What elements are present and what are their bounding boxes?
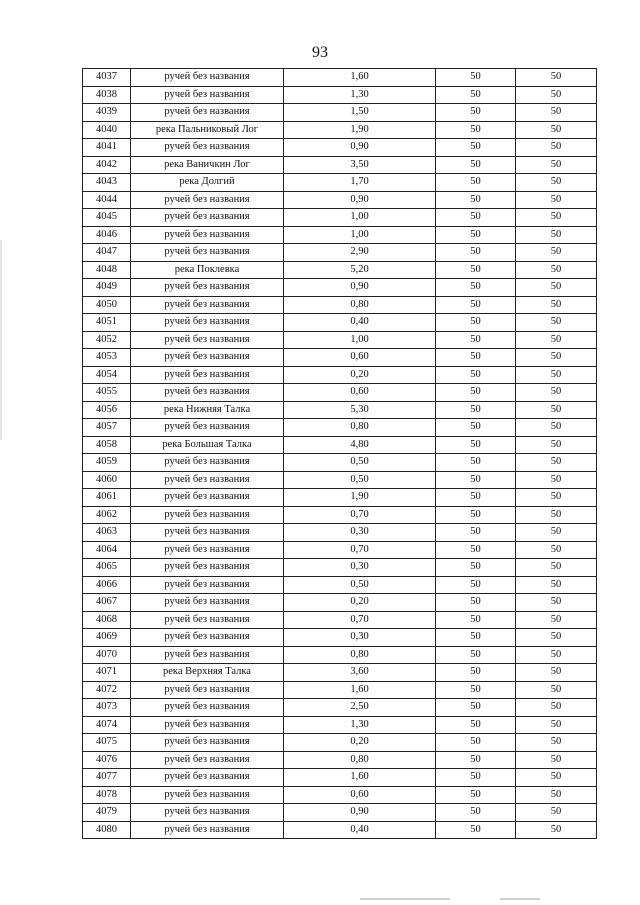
scan-edge-shadow [0,240,2,440]
zone-width-cell-2: 50 [516,576,597,594]
water-body-name-cell: ручей без названия [131,734,284,752]
row-number-cell: 4061 [83,489,131,507]
length-cell: 1,00 [284,331,436,349]
zone-width-cell: 50 [436,471,516,489]
table-row [83,629,597,647]
length-cell: 0,60 [284,349,436,367]
water-body-name-cell: ручей без названия [131,716,284,734]
zone-width-cell-2: 50 [516,716,597,734]
zone-width-cell-2: 50 [516,401,597,419]
zone-width-cell: 50 [436,716,516,734]
row-number-cell: 4058 [83,436,131,454]
row-number-cell: 4080 [83,821,131,839]
row-number-cell: 4050 [83,296,131,314]
table-row [83,594,597,612]
water-body-name-cell: ручей без названия [131,786,284,804]
water-body-name-cell: ручей без названия [131,86,284,104]
water-body-name-cell: ручей без названия [131,646,284,664]
length-cell: 5,30 [284,401,436,419]
row-number-cell: 4045 [83,209,131,227]
water-body-name-cell: ручей без названия [131,349,284,367]
row-number-cell: 4051 [83,314,131,332]
row-number-cell: 4049 [83,279,131,297]
zone-width-cell: 50 [436,384,516,402]
zone-width-cell: 50 [436,699,516,717]
water-body-name-cell: ручей без названия [131,471,284,489]
water-body-name-cell: ручей без названия [131,191,284,209]
length-cell: 1,90 [284,121,436,139]
water-body-name-cell: ручей без названия [131,366,284,384]
table-row [83,261,597,279]
table-row [83,699,597,717]
row-number-cell: 4068 [83,611,131,629]
zone-width-cell-2: 50 [516,559,597,577]
length-cell: 0,40 [284,821,436,839]
row-number-cell: 4072 [83,681,131,699]
zone-width-cell: 50 [436,349,516,367]
length-cell: 3,50 [284,156,436,174]
table-row [83,541,597,559]
length-cell: 0,90 [284,279,436,297]
row-number-cell: 4065 [83,559,131,577]
table-body [83,69,597,839]
zone-width-cell: 50 [436,629,516,647]
zone-width-cell: 50 [436,769,516,787]
row-number-cell: 4055 [83,384,131,402]
water-body-name-cell: река Поклевка [131,261,284,279]
water-body-name-cell: ручей без названия [131,244,284,262]
length-cell: 0,50 [284,471,436,489]
zone-width-cell-2: 50 [516,331,597,349]
water-body-name-cell: ручей без названия [131,594,284,612]
row-number-cell: 4071 [83,664,131,682]
length-cell: 0,50 [284,576,436,594]
row-number-cell: 4044 [83,191,131,209]
table-row [83,279,597,297]
table-row [83,191,597,209]
table-row [83,419,597,437]
table-row [83,139,597,157]
water-body-name-cell: ручей без названия [131,751,284,769]
row-number-cell: 4039 [83,104,131,122]
length-cell: 1,30 [284,716,436,734]
zone-width-cell-2: 50 [516,69,597,87]
length-cell: 0,80 [284,751,436,769]
table-row [83,366,597,384]
zone-width-cell: 50 [436,804,516,822]
zone-width-cell: 50 [436,524,516,542]
length-cell: 0,90 [284,139,436,157]
zone-width-cell-2: 50 [516,191,597,209]
row-number-cell: 4077 [83,769,131,787]
zone-width-cell-2: 50 [516,209,597,227]
length-cell: 0,70 [284,611,436,629]
zone-width-cell-2: 50 [516,139,597,157]
length-cell: 0,80 [284,646,436,664]
length-cell: 1,60 [284,769,436,787]
table-row [83,804,597,822]
length-cell: 0,80 [284,296,436,314]
zone-width-cell: 50 [436,751,516,769]
length-cell: 2,50 [284,699,436,717]
length-cell: 1,50 [284,104,436,122]
row-number-cell: 4063 [83,524,131,542]
zone-width-cell: 50 [436,594,516,612]
table-row [83,576,597,594]
length-cell: 0,90 [284,191,436,209]
zone-width-cell: 50 [436,174,516,192]
row-number-cell: 4052 [83,331,131,349]
zone-width-cell-2: 50 [516,699,597,717]
length-cell: 0,20 [284,366,436,384]
zone-width-cell: 50 [436,559,516,577]
row-number-cell: 4067 [83,594,131,612]
zone-width-cell: 50 [436,279,516,297]
zone-width-cell-2: 50 [516,436,597,454]
page-number: 93 [312,44,328,61]
zone-width-cell-2: 50 [516,506,597,524]
table-row [83,401,597,419]
water-body-name-cell: ручей без названия [131,419,284,437]
zone-width-cell-2: 50 [516,279,597,297]
zone-width-cell: 50 [436,296,516,314]
zone-width-cell: 50 [436,209,516,227]
zone-width-cell-2: 50 [516,646,597,664]
table-row [83,121,597,139]
length-cell: 1,60 [284,69,436,87]
zone-width-cell: 50 [436,191,516,209]
table-row [83,104,597,122]
row-number-cell: 4042 [83,156,131,174]
table-row [83,226,597,244]
length-cell: 0,90 [284,804,436,822]
zone-width-cell: 50 [436,664,516,682]
zone-width-cell: 50 [436,261,516,279]
row-number-cell: 4046 [83,226,131,244]
scan-footer-smudge [360,898,450,900]
table-row [83,786,597,804]
row-number-cell: 4057 [83,419,131,437]
length-cell: 5,20 [284,261,436,279]
table-row [83,506,597,524]
zone-width-cell-2: 50 [516,156,597,174]
water-body-name-cell: ручей без названия [131,296,284,314]
zone-width-cell-2: 50 [516,681,597,699]
water-body-name-cell: ручей без названия [131,821,284,839]
zone-width-cell-2: 50 [516,664,597,682]
water-body-name-cell: река Верхняя Талка [131,664,284,682]
row-number-cell: 4040 [83,121,131,139]
table-row [83,156,597,174]
zone-width-cell-2: 50 [516,611,597,629]
row-number-cell: 4078 [83,786,131,804]
zone-width-cell: 50 [436,331,516,349]
zone-width-cell-2: 50 [516,769,597,787]
table-row [83,769,597,787]
table-row [83,751,597,769]
table-row [83,86,597,104]
zone-width-cell: 50 [436,86,516,104]
water-body-name-cell: ручей без названия [131,104,284,122]
length-cell: 0,30 [284,524,436,542]
table-row [83,664,597,682]
table-row [83,69,597,87]
zone-width-cell: 50 [436,646,516,664]
row-number-cell: 4060 [83,471,131,489]
length-cell: 1,70 [284,174,436,192]
table-row [83,821,597,839]
length-cell: 1,90 [284,489,436,507]
zone-width-cell-2: 50 [516,261,597,279]
length-cell: 4,80 [284,436,436,454]
water-body-name-cell: ручей без названия [131,454,284,472]
length-cell: 0,60 [284,384,436,402]
length-cell: 0,20 [284,734,436,752]
water-body-name-cell: ручей без названия [131,331,284,349]
row-number-cell: 4075 [83,734,131,752]
zone-width-cell: 50 [436,506,516,524]
water-body-name-cell: ручей без названия [131,506,284,524]
table-row [83,681,597,699]
zone-width-cell: 50 [436,314,516,332]
zone-width-cell: 50 [436,734,516,752]
zone-width-cell: 50 [436,139,516,157]
table-row [83,611,597,629]
table-row [83,331,597,349]
zone-width-cell-2: 50 [516,734,597,752]
length-cell: 0,70 [284,506,436,524]
table-row [83,314,597,332]
length-cell: 1,00 [284,226,436,244]
water-body-name-cell: ручей без названия [131,699,284,717]
zone-width-cell: 50 [436,366,516,384]
zone-width-cell-2: 50 [516,296,597,314]
zone-width-cell: 50 [436,611,516,629]
zone-width-cell: 50 [436,821,516,839]
length-cell: 0,50 [284,454,436,472]
zone-width-cell: 50 [436,576,516,594]
water-body-name-cell: ручей без названия [131,629,284,647]
length-cell: 1,00 [284,209,436,227]
zone-width-cell-2: 50 [516,804,597,822]
length-cell: 0,30 [284,629,436,647]
zone-width-cell-2: 50 [516,821,597,839]
row-number-cell: 4074 [83,716,131,734]
row-number-cell: 4070 [83,646,131,664]
table-row [83,209,597,227]
water-body-name-cell: река Долгий [131,174,284,192]
row-number-cell: 4041 [83,139,131,157]
zone-width-cell-2: 50 [516,594,597,612]
length-cell: 1,60 [284,681,436,699]
row-number-cell: 4048 [83,261,131,279]
zone-width-cell: 50 [436,541,516,559]
zone-width-cell-2: 50 [516,471,597,489]
zone-width-cell-2: 50 [516,629,597,647]
water-body-name-cell: ручей без названия [131,139,284,157]
table-row [83,524,597,542]
zone-width-cell: 50 [436,156,516,174]
zone-width-cell-2: 50 [516,786,597,804]
row-number-cell: 4059 [83,454,131,472]
row-number-cell: 4054 [83,366,131,384]
zone-width-cell: 50 [436,226,516,244]
row-number-cell: 4043 [83,174,131,192]
table-row [83,349,597,367]
row-number-cell: 4056 [83,401,131,419]
length-cell: 2,90 [284,244,436,262]
length-cell: 0,80 [284,419,436,437]
table-row [83,296,597,314]
zone-width-cell-2: 50 [516,104,597,122]
length-cell: 0,30 [284,559,436,577]
zone-width-cell: 50 [436,419,516,437]
zone-width-cell-2: 50 [516,384,597,402]
row-number-cell: 4062 [83,506,131,524]
length-cell: 3,60 [284,664,436,682]
length-cell: 0,20 [284,594,436,612]
water-body-name-cell: ручей без названия [131,804,284,822]
table-row [83,489,597,507]
zone-width-cell: 50 [436,436,516,454]
zone-width-cell-2: 50 [516,174,597,192]
water-body-name-cell: река Нижняя Талка [131,401,284,419]
row-number-cell: 4064 [83,541,131,559]
water-body-name-cell: ручей без названия [131,69,284,87]
scan-footer-smudge [500,898,540,900]
row-number-cell: 4076 [83,751,131,769]
water-body-name-cell: река Ваничкин Лог [131,156,284,174]
zone-width-cell: 50 [436,401,516,419]
water-body-name-cell: река Пальниковый Лог [131,121,284,139]
row-number-cell: 4073 [83,699,131,717]
length-cell: 0,70 [284,541,436,559]
zone-width-cell: 50 [436,104,516,122]
row-number-cell: 4038 [83,86,131,104]
zone-width-cell-2: 50 [516,524,597,542]
water-body-name-cell: ручей без названия [131,279,284,297]
row-number-cell: 4066 [83,576,131,594]
length-cell: 0,40 [284,314,436,332]
zone-width-cell: 50 [436,786,516,804]
zone-width-cell-2: 50 [516,454,597,472]
table-row [83,734,597,752]
length-cell: 0,60 [284,786,436,804]
zone-width-cell-2: 50 [516,419,597,437]
water-body-name-cell: ручей без названия [131,226,284,244]
water-bodies-table [82,68,597,839]
table-row [83,436,597,454]
zone-width-cell-2: 50 [516,366,597,384]
water-body-name-cell: ручей без названия [131,559,284,577]
water-body-name-cell: ручей без названия [131,314,284,332]
water-body-name-cell: ручей без названия [131,769,284,787]
length-cell: 1,30 [284,86,436,104]
table-row [83,384,597,402]
zone-width-cell-2: 50 [516,751,597,769]
zone-width-cell-2: 50 [516,489,597,507]
water-body-name-cell: ручей без названия [131,384,284,402]
row-number-cell: 4047 [83,244,131,262]
table-row [83,646,597,664]
table-row [83,716,597,734]
zone-width-cell: 50 [436,681,516,699]
water-body-name-cell: ручей без названия [131,489,284,507]
table-row [83,559,597,577]
row-number-cell: 4053 [83,349,131,367]
water-body-name-cell: ручей без названия [131,541,284,559]
water-body-name-cell: река Большая Талка [131,436,284,454]
zone-width-cell-2: 50 [516,314,597,332]
table-row [83,471,597,489]
zone-width-cell: 50 [436,489,516,507]
table-row [83,454,597,472]
water-body-name-cell: ручей без названия [131,611,284,629]
zone-width-cell-2: 50 [516,244,597,262]
zone-width-cell: 50 [436,244,516,262]
table-row [83,244,597,262]
row-number-cell: 4079 [83,804,131,822]
zone-width-cell-2: 50 [516,541,597,559]
zone-width-cell-2: 50 [516,121,597,139]
zone-width-cell-2: 50 [516,226,597,244]
row-number-cell: 4037 [83,69,131,87]
zone-width-cell-2: 50 [516,86,597,104]
row-number-cell: 4069 [83,629,131,647]
table-row [83,174,597,192]
water-body-name-cell: ручей без названия [131,576,284,594]
zone-width-cell: 50 [436,69,516,87]
water-body-name-cell: ручей без названия [131,209,284,227]
zone-width-cell-2: 50 [516,349,597,367]
zone-width-cell: 50 [436,121,516,139]
water-body-name-cell: ручей без названия [131,681,284,699]
zone-width-cell: 50 [436,454,516,472]
water-body-name-cell: ручей без названия [131,524,284,542]
